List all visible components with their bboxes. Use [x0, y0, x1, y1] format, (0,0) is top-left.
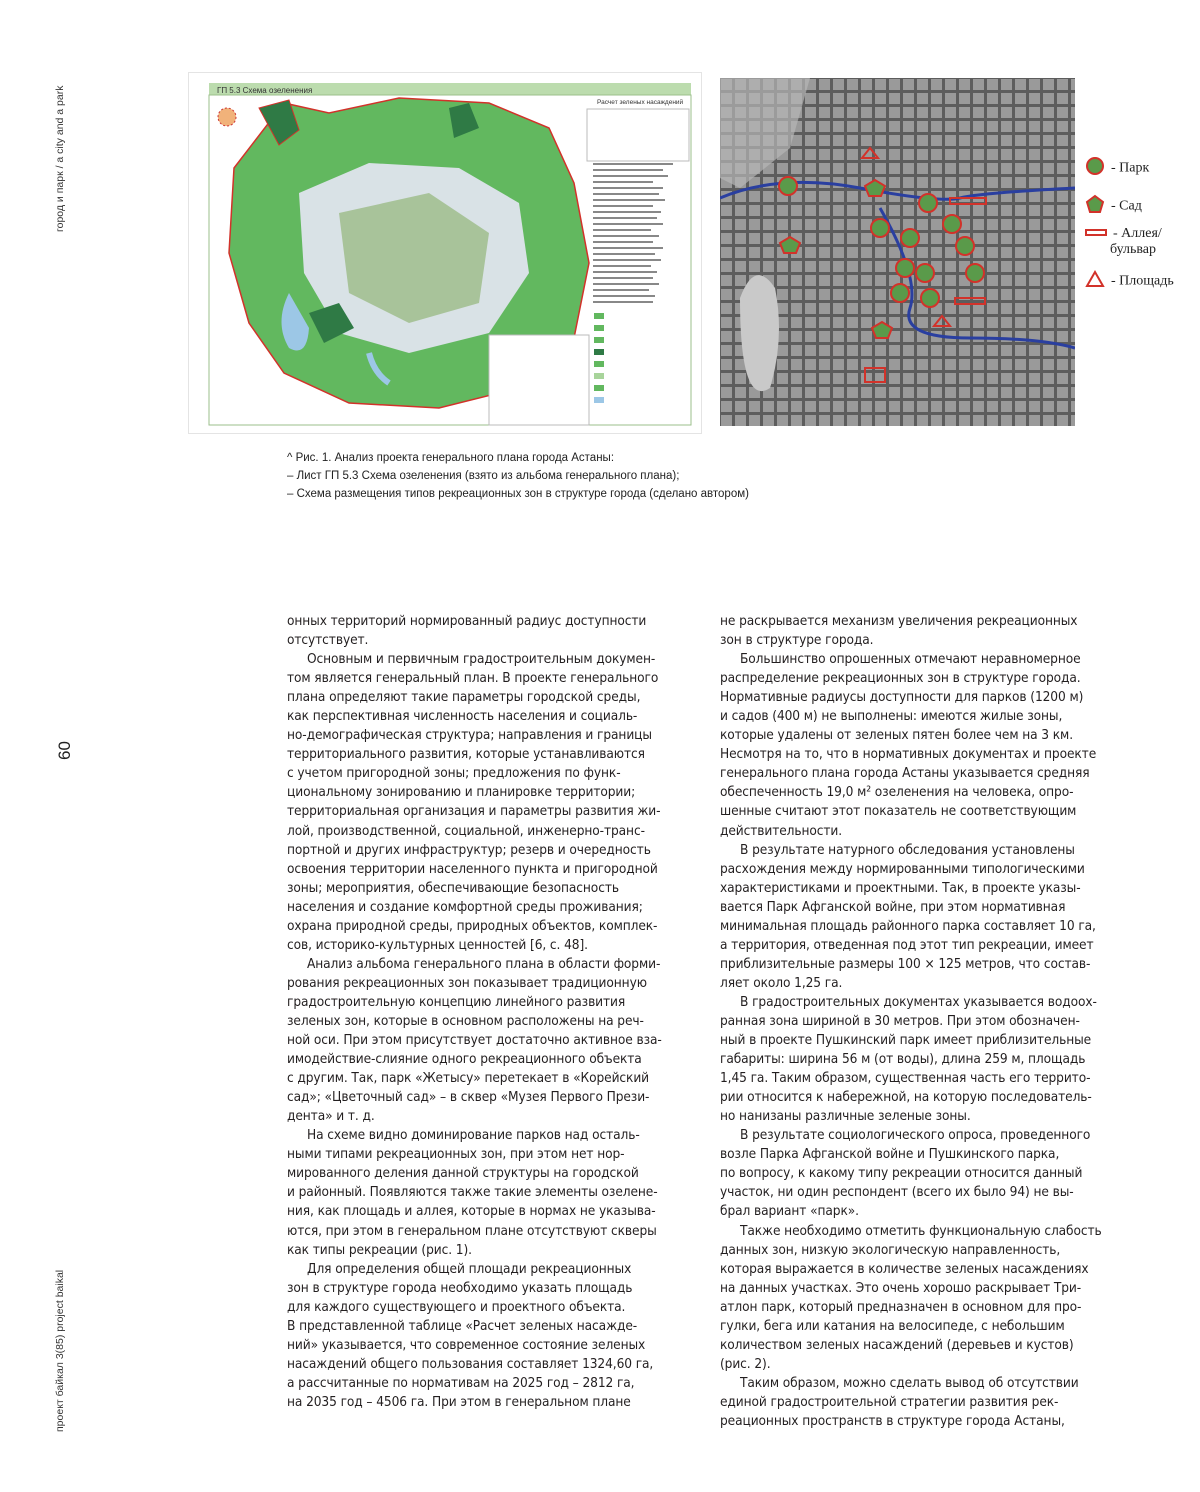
text-line: портной и других инфраструктур; резерв и очередность	[287, 841, 651, 858]
text-line: а территория, отведенная под этот тип рекреации, имеет	[720, 936, 1094, 953]
legend-label: - Парк	[1111, 160, 1150, 176]
text-line: (рис. 2).	[720, 1355, 771, 1372]
text-line: ранная зона шириной в 30 метров. При этом обозначен-	[720, 1012, 1080, 1029]
text-line: В градостроительных документах указывается водоох-	[740, 993, 1097, 1010]
text-line: зеленых зон, которые в основном расположены на реч-	[287, 1012, 644, 1029]
legend-item-square	[1085, 270, 1174, 293]
paragraph	[287, 1126, 687, 1259]
text-line: брал вариант «парк».	[720, 1203, 859, 1220]
text-line: как перспективная численность населения и социаль-	[287, 708, 638, 725]
text-line: участок, ни один респондент (всего их было 94) не вы-	[720, 1184, 1074, 1201]
text-line: Таким образом, можно сделать вывод об отсутствии	[740, 1374, 1079, 1391]
text-line: минимальная площадь районного парка составляет 10 га,	[720, 917, 1096, 934]
text-line: и районный. Появляются также такие элементы озелене-	[287, 1184, 658, 1201]
text-line: данных зон, низкую экологическую направленность,	[720, 1241, 1061, 1258]
legend-item-garden	[1085, 194, 1142, 219]
text-line: зоны; мероприятия, обеспечивающие безопасность	[287, 879, 619, 896]
park-circle-icon	[1085, 156, 1105, 181]
text-line: охрана природной среды, природных объектов, комплек-	[287, 917, 658, 934]
paragraph	[720, 993, 1120, 1126]
text-line: расхождения между нормированными типологическими	[720, 860, 1085, 877]
text-line: ния, как площадь и аллея, которые в нормах не указыва-	[287, 1203, 656, 1220]
text-line: для каждого существующего и проектного объекта.	[287, 1298, 626, 1315]
legend-label: - Аллея/	[1113, 226, 1162, 242]
text-line: с другим. Так, парк «Жетысу» перетекает в «Корейский	[287, 1070, 650, 1087]
text-line: как типы рекреации (рис. 1).	[287, 1241, 472, 1258]
text-column-left	[287, 612, 687, 1412]
text-line: которая выражается в количестве зеленых насаждениях	[720, 1260, 1089, 1277]
text-line: плана определяют такие параметры городской среды,	[287, 689, 641, 706]
caption-line: ^ Рис. 1. Анализ проекта генерального плана города Астаны:	[287, 452, 615, 464]
text-line: градостроительную концепцию линейного развития	[287, 993, 626, 1010]
text-line: На схеме видно доминирование парков над осталь-	[307, 1127, 640, 1144]
text-line: атлон парк, который предназначен в основном для про-	[720, 1298, 1082, 1315]
paragraph	[287, 955, 687, 1126]
paragraph	[287, 1260, 687, 1412]
text-line: гулки, бега или катания на велосипеде, с небольшим	[720, 1317, 1065, 1334]
text-line: а рассчитанные по нормативам на 2025 год – 2812 га,	[287, 1374, 635, 1391]
text-line: приблизительные размеры 100 × 125 метров, что состав-	[720, 955, 1091, 972]
text-line: которые удалены от зеленых пятен более чем на 3 км.	[720, 727, 1073, 744]
text-line: характеристиками и проектными. Так, в проекте указы-	[720, 879, 1081, 896]
text-line: сов, историко-культурных ценностей [6, с. 48].	[287, 936, 588, 953]
legend-label: бульвар	[1110, 242, 1156, 258]
text-line: ной оси. При этом присутствует достаточно активное вза-	[287, 1032, 662, 1049]
square-triangle-icon	[1085, 270, 1105, 293]
legend-label: - Площадь	[1111, 273, 1174, 289]
text-line: Нормативные радиусы доступности для парков (1200 м)	[720, 689, 1084, 706]
paragraph	[287, 612, 687, 650]
map-title: ГП 5.3 Схема озеленения	[217, 86, 313, 95]
text-line: единой градостроительной стратегии развития рек-	[720, 1393, 1059, 1410]
alley-bar-icon	[1085, 226, 1107, 242]
caption-line: – Схема размещения типов рекреационных зон в структуре города (сделано автором)	[287, 488, 749, 500]
text-line: ний» указывается, что современное состояние зеленых	[287, 1336, 646, 1353]
legend-item-alley	[1085, 226, 1162, 258]
figure-caption	[287, 449, 749, 503]
text-line: количеством зеленых насаждений (деревьев и кустов)	[720, 1336, 1074, 1353]
text-line: 1,45 га. Таким образом, существенная часть его террито-	[720, 1070, 1091, 1087]
text-line: генерального плана города Астаны указывается средняя	[720, 765, 1090, 782]
text-line: освоения территории населенного пункта и пригородной	[287, 860, 658, 877]
text-line: с учетом пригородной зоны; предложения по функ-	[287, 765, 621, 782]
text-line: рования рекреационных зон показывает традиционную	[287, 974, 647, 991]
text-line: габариты: ширина 56 м (от воды), длина 259 м, площадь	[720, 1051, 1086, 1068]
text-line: распределение рекреационных зон в структуре города.	[720, 670, 1081, 687]
text-line: на 2035 год – 4506 га. При этом в генеральном плане	[287, 1393, 631, 1410]
text-line: населения и создание комфортной среды проживания;	[287, 898, 643, 915]
text-column-right	[720, 612, 1120, 1431]
text-line: Анализ альбома генерального плана в области форми-	[307, 955, 661, 972]
legend-item-park	[1085, 156, 1149, 181]
text-line: Для определения общей площади рекреационных	[307, 1260, 632, 1277]
text-line: мированного деления данной структуры на городской	[287, 1165, 639, 1182]
page-number: 60	[55, 741, 74, 760]
text-line: но нанизаны различные зеленые зоны.	[720, 1108, 971, 1125]
text-line: на данных участках. Это очень хорошо раскрывает Три-	[720, 1279, 1082, 1296]
text-line: сад»; «Цветочный сад» – в сквер «Музея Первого Прези-	[287, 1089, 650, 1106]
paragraph	[720, 1222, 1120, 1374]
text-line: ный в проекте Пушкинский парк имеет приблизительные	[720, 1032, 1092, 1049]
map-table-title: Расчет зеленых насаждений	[597, 99, 684, 106]
paragraph	[720, 1126, 1120, 1221]
journal-title: проект байкал 3(85) project baikal	[54, 1269, 66, 1432]
text-line: но-демографическая структура; направления и границы	[287, 727, 652, 744]
paragraph	[720, 841, 1120, 993]
paragraph	[287, 650, 687, 955]
text-line: Также необходимо отметить функциональную слабость	[740, 1222, 1102, 1239]
text-line: имодействие-слияние одного рекреационного объекта	[287, 1051, 642, 1068]
legend-label: - Сад	[1111, 198, 1142, 214]
text-line: территориального развития, которые устанавливаются	[287, 746, 645, 763]
text-line: территориальная организация и параметры развития жи-	[287, 803, 661, 820]
green-space-scheme-map	[188, 72, 702, 434]
text-line: В представленной таблице «Расчет зеленых насажде-	[287, 1317, 638, 1334]
text-line: шенные считают этот показатель не соответствующим	[720, 803, 1077, 820]
text-line: и садов (400 м) не выполнены: имеются жилые зоны,	[720, 708, 1063, 725]
text-line: циональному зонированию и планировке территории;	[287, 784, 636, 801]
text-line: В результате социологического опроса, проведенного	[740, 1127, 1091, 1144]
paragraph	[720, 612, 1120, 650]
text-line: Основным и первичным градостроительным докумен-	[307, 651, 656, 668]
text-line: том является генеральный план. В проекте генерального	[287, 670, 659, 687]
text-line: Несмотря на то, что в нормативных документах и проекте	[720, 746, 1097, 763]
garden-pentagon-icon	[1085, 194, 1105, 219]
text-line: В результате натурного обследования установлены	[740, 841, 1075, 858]
text-line: ются, при этом в генеральном плане отсутствуют скверы	[287, 1222, 657, 1239]
text-line: вается Парк Афганской войне, при этом нормативная	[720, 898, 1066, 915]
caption-line: – Лист ГП 5.3 Схема озеленения (взято из альбома генерального плана);	[287, 470, 680, 482]
text-line: ными типами рекреационных зон, при этом нет нор-	[287, 1146, 625, 1163]
text-line: ляет около 1,25 га.	[720, 974, 843, 991]
paragraph	[720, 1374, 1120, 1431]
text-line: насаждений общего пользования составляет 1324,60 га,	[287, 1355, 654, 1372]
text-line: реационных пространств в структуре города Астаны,	[720, 1412, 1065, 1429]
text-line: Большинство опрошенных отмечают неравномерное	[740, 651, 1081, 668]
text-line: онных территорий нормированный радиус доступности	[287, 613, 647, 629]
paragraph	[720, 650, 1120, 840]
text-line: зон в структуре города необходимо указать площадь	[287, 1279, 633, 1296]
recreation-zones-map	[720, 78, 1075, 426]
text-line: дента» и т. д.	[287, 1108, 375, 1125]
text-line: по вопросу, к какому типу рекреации относится данный	[720, 1165, 1083, 1182]
running-head: город и парк / a city and a park	[54, 85, 66, 232]
text-line: зон в структуре города.	[720, 632, 874, 649]
text-line: лой, производственной, социальной, инженерно-транс-	[287, 822, 645, 839]
text-line: не раскрывается механизм увеличения рекреационных	[720, 613, 1078, 629]
text-line: отсутствует.	[287, 632, 369, 649]
text-line: рии относится к набережной, на которую последователь-	[720, 1089, 1092, 1106]
text-line: действительности.	[720, 822, 843, 839]
text-line: обеспеченность 19,0 м² озеленения на человека, опро-	[720, 784, 1074, 801]
text-line: возле Парка Афганской войне и Пушкинского парка,	[720, 1146, 1060, 1163]
